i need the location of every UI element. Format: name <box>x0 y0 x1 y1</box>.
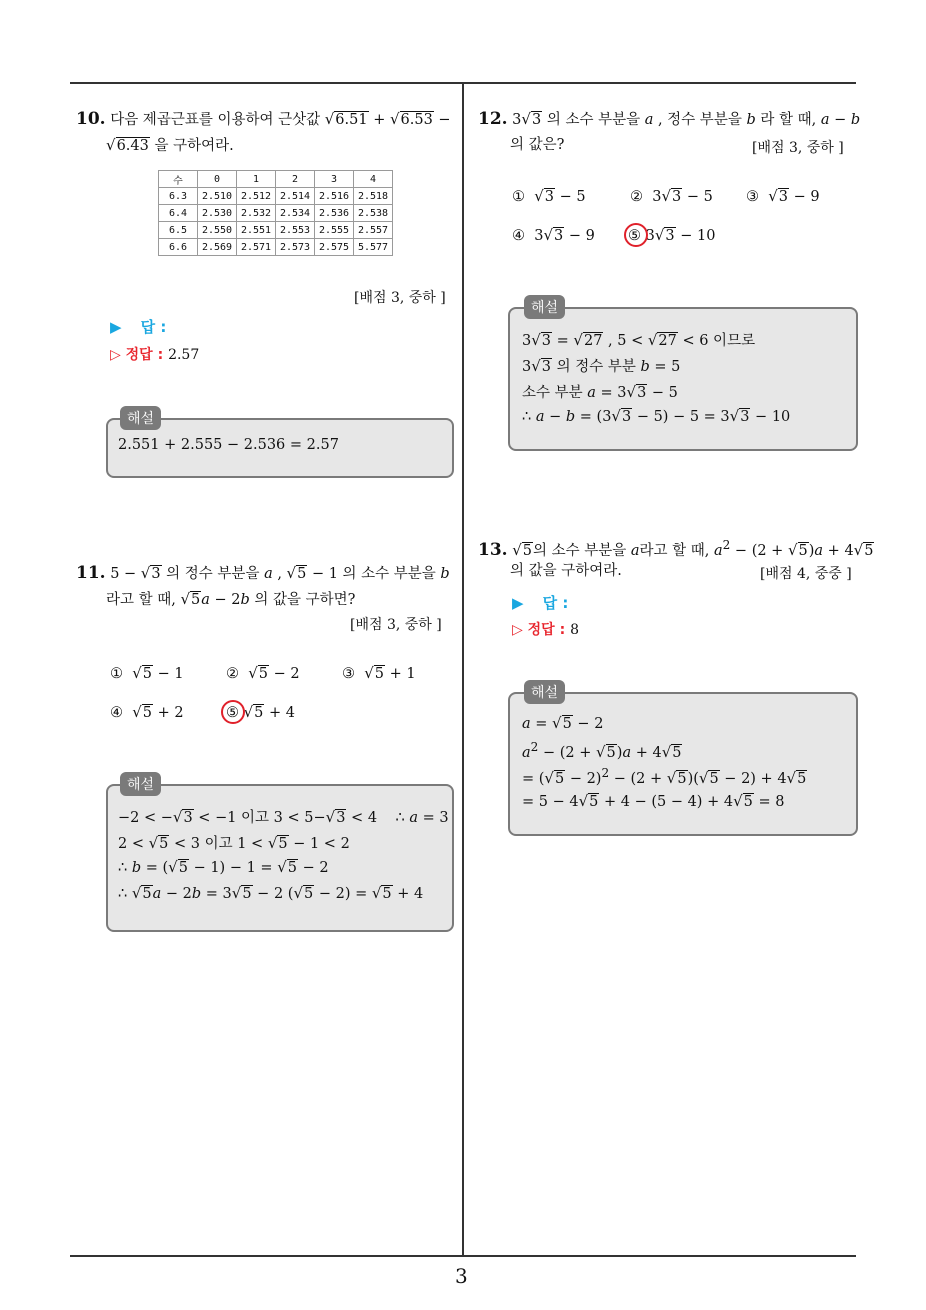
choice-4[interactable]: ④ √5 + 2 <box>110 703 184 721</box>
table-cell: 6.5 <box>159 222 198 239</box>
table-cell: 2.532 <box>237 205 276 222</box>
solution-tag: 해설 <box>120 772 161 796</box>
solution-tag: 해설 <box>524 680 565 704</box>
solution-line: $a^2 - (2 + √5)a + 4√5$ <box>522 740 682 761</box>
question-number: 12. <box>478 109 508 129</box>
choice-5[interactable]: ⑤ √5 + 4 <box>226 703 295 721</box>
solution-line: a = √5 − 2 <box>522 714 604 732</box>
square-root-table <box>158 170 393 256</box>
solution-line: 2 < √5 < 3 이고 1 < √5 − 1 < 2 <box>118 834 350 852</box>
table-cell: 2.516 <box>315 188 354 205</box>
solution-line: 3√3 = √27 , 5 < √27 < 6 이므로 <box>522 331 756 349</box>
score-meta: [배점 3, 중하 ] <box>354 290 446 306</box>
table-cell: 2.510 <box>198 188 237 205</box>
solution-tag: 해설 <box>524 295 565 319</box>
answer-label: 답 : <box>542 594 569 612</box>
table-header-cell: 3 <box>315 171 354 188</box>
table-cell: 5.577 <box>354 239 393 256</box>
question-number: 10. <box>76 109 106 129</box>
table-row <box>159 205 393 222</box>
play-icon: ▶ <box>512 594 524 612</box>
table-cell: 2.512 <box>237 188 276 205</box>
question-number: 13. <box>478 539 508 560</box>
table-cell: 6.3 <box>159 188 198 205</box>
solution-line: −2 < −√3 < −1 이고 3 < 5−√3 < 4 ∴ a = 3 <box>118 808 449 826</box>
triangle-outline-icon: ▷ <box>512 622 523 638</box>
table-cell: 2.536 <box>315 205 354 222</box>
table-header-cell: 2 <box>276 171 315 188</box>
table-header-cell: 1 <box>237 171 276 188</box>
correct-label: 정답 : <box>527 622 566 638</box>
solution-line: = 5 − 4√5 + 4 − (5 − 4) + 4√5 = 8 <box>522 792 785 810</box>
table-row <box>159 222 393 239</box>
answer-line <box>512 592 568 613</box>
answer-label: 답 : <box>140 318 167 336</box>
table-header-row <box>159 171 393 188</box>
table-header-cell: 0 <box>198 171 237 188</box>
correct-answer-line <box>110 344 199 364</box>
score-meta: [배점 3, 중하 ] <box>350 617 442 633</box>
question-text-cont: 을 구하여라. <box>154 138 234 154</box>
solution-line: ∴ a − b = (3√3 − 5) − 5 = 3√3 − 10 <box>522 407 791 425</box>
solution-line: 소수 부분 a = 3√3 − 5 <box>522 383 678 401</box>
choice-3[interactable]: ③ √3 − 9 <box>746 187 820 205</box>
table-cell: 2.550 <box>198 222 237 239</box>
question-11: 11. 5 − √3 의 정수 부분을 a , √5 − 1 의 소수 부분을 b <box>76 563 450 583</box>
choice-5[interactable]: ⑤ 3√3 − 10 <box>628 226 716 244</box>
sqrt-expression: √6.53 <box>389 110 433 128</box>
table-cell: 2.553 <box>276 222 315 239</box>
correct-value: 2.57 <box>168 347 200 363</box>
table-row <box>159 188 393 205</box>
triangle-outline-icon: ▷ <box>110 347 121 363</box>
solution-line: 2.551 + 2.555 − 2.536 = 2.57 <box>118 437 339 453</box>
table-cell: 2.530 <box>198 205 237 222</box>
solution-line: = $(√5 - 2)^2 - (2 + √5)(√5 - 2) + 4√5$ <box>522 766 807 787</box>
table-cell: 2.575 <box>315 239 354 256</box>
question-text: 다음 제곱근표를 이용하여 근삿값 <box>110 112 321 128</box>
question-13: 13. √5의 소수 부분을 a라고 할 때, $a^2 - (2 + √5)a + 4√5$ <box>478 538 874 560</box>
sqrt-expression: √6.51 <box>324 110 368 128</box>
question-number: 11. <box>76 563 106 583</box>
table-cell: 2.573 <box>276 239 315 256</box>
table-cell: 2.514 <box>276 188 315 205</box>
solution-line: ∴ b = (√5 − 1) − 1 = √5 − 2 <box>118 858 329 876</box>
table-header-cell: 4 <box>354 171 393 188</box>
solution-line: 3√3 의 정수 부분 b = 5 <box>522 357 681 375</box>
table-cell: 2.518 <box>354 188 393 205</box>
correct-value: 8 <box>570 622 579 638</box>
answer-mark-circle <box>221 700 245 724</box>
table-cell: 2.555 <box>315 222 354 239</box>
choice-1[interactable]: ① √5 − 1 <box>110 664 184 682</box>
solution-tag: 해설 <box>120 406 161 430</box>
choice-3[interactable]: ③ √5 + 1 <box>342 664 416 682</box>
answer-mark-circle <box>624 223 648 247</box>
answer-line <box>110 316 166 337</box>
sqrt-expression: √6.43 <box>106 136 149 154</box>
table-cell: 2.534 <box>276 205 315 222</box>
choice-1[interactable]: ① √3 − 5 <box>512 187 586 205</box>
table-cell: 6.4 <box>159 205 198 222</box>
question-12-cont: 의 값은? <box>510 137 565 153</box>
table-cell: 2.571 <box>237 239 276 256</box>
choice-2[interactable]: ② 3√3 − 5 <box>630 187 713 205</box>
table-cell: 2.557 <box>354 222 393 239</box>
solution-line: ∴ √5a − 2b = 3√5 − 2 (√5 − 2) = √5 + 4 <box>118 884 424 902</box>
correct-label: 정답 : <box>125 347 164 363</box>
table-cell: 6.6 <box>159 239 198 256</box>
question-11-cont: 라고 할 때, √5a − 2b 의 값을 구하면? <box>106 590 356 608</box>
table-header-cell: 수 <box>159 171 198 188</box>
table-cell: 2.569 <box>198 239 237 256</box>
table-cell: 2.551 <box>237 222 276 239</box>
correct-answer-line <box>512 619 579 639</box>
choice-4[interactable]: ④ 3√3 − 9 <box>512 226 595 244</box>
table-cell: 2.538 <box>354 205 393 222</box>
page-number: 3 <box>455 1264 468 1288</box>
question-13-cont: 의 값을 구하여라. <box>510 563 622 579</box>
score-meta: [배점 4, 중중 ] <box>760 566 852 582</box>
score-meta: [배점 3, 중하 ] <box>752 140 844 156</box>
question-12: 12. 3√3 의 소수 부분을 a , 정수 부분을 b 라 할 때, a − b <box>478 109 861 129</box>
choice-2[interactable]: ② √5 − 2 <box>226 664 300 682</box>
table-row <box>159 239 393 256</box>
play-icon: ▶ <box>110 318 122 336</box>
column-divider <box>462 82 464 1257</box>
